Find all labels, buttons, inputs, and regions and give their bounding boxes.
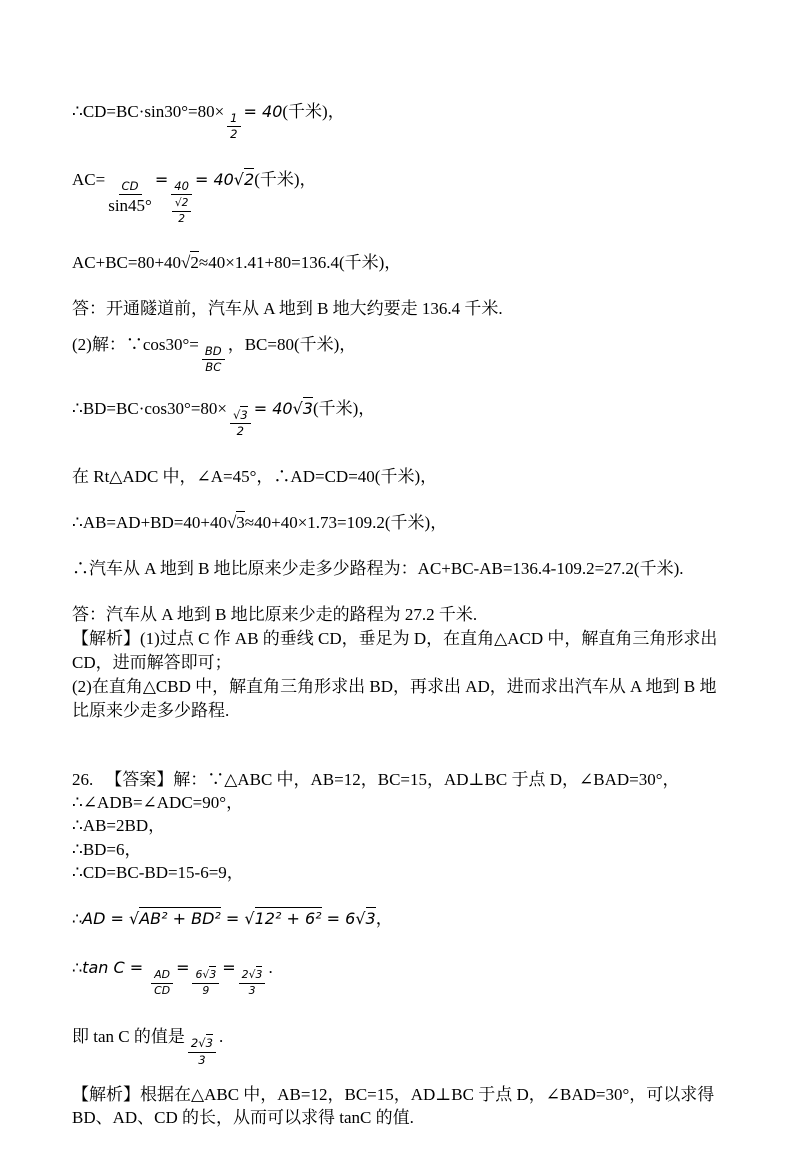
equation-text: = 40√ — [194, 169, 244, 189]
equation-text: ∴AB=AD+BD=40+40√ — [72, 512, 237, 532]
equation-text: ∴CD=BC·sin30°=80× — [72, 102, 225, 121]
line-compare — [72, 557, 721, 581]
problem-number: 26. — [72, 769, 94, 789]
punctuation: . — [268, 958, 273, 978]
math-fraction-nested — [171, 180, 192, 225]
solution-step — [72, 791, 721, 814]
equals-sign: = — [176, 958, 190, 978]
radicand: 3 — [255, 968, 263, 982]
fraction-denominator: 3 — [248, 983, 256, 997]
equation-text: ≈40×1.41+80=136.4(千米)， — [198, 252, 402, 272]
radical-sign: 6√ — [195, 968, 210, 982]
equals-sign: = — [222, 958, 236, 978]
fraction-numerator: AD — [151, 969, 173, 984]
math-fraction — [230, 409, 251, 439]
analysis-text: (2)在直角△CBD 中，解直角三角形求出 BD，再求出 AD，进而求出汽车从 A 地到 B 地比原来少走多少路程. — [72, 677, 717, 721]
equation-ad — [72, 907, 721, 930]
problem-26-head — [72, 768, 721, 791]
equation-text: ∴BD=BC·cos30°=80× — [72, 398, 227, 418]
step-text: ∴AB=2BD， — [72, 816, 166, 836]
fraction-denominator: 9 — [202, 983, 210, 997]
punctuation: ， — [375, 908, 393, 928]
analysis-paragraph-1 — [72, 627, 721, 675]
part2-line — [72, 333, 721, 375]
math-fraction — [202, 345, 225, 375]
solution-step — [72, 838, 721, 861]
equation-text: AC+BC=80+40√ — [72, 252, 191, 272]
answer-text: 答：开通隧道前，汽车从 A 地到 B 地大约要走 136.4 千米. — [72, 298, 503, 318]
math-fraction — [188, 1037, 216, 1067]
answer-text: 答：汽车从 A 地到 B 地比原来少走的路程为 27.2 千米. — [72, 604, 478, 624]
equation-tan — [72, 956, 721, 997]
statement-text: 即 tan C 的值是 — [72, 1027, 185, 1047]
equation-ac — [72, 168, 721, 225]
radical-sign: 2√ — [190, 1036, 206, 1051]
fraction-denominator: BC — [205, 360, 222, 375]
radicand: 3 — [209, 968, 217, 982]
line-tan-value — [72, 1025, 721, 1067]
analysis-label: 【解析】 — [72, 629, 140, 649]
step-text: ∴BD=6， — [72, 839, 142, 859]
analysis-text: 根据在△ABC 中，AB=12，BC=15，AD⊥BC 于点 D，∠BAD=30°，可以求得 BD、AD、CD 的长，从而可以求得 tanC 的值. — [72, 1084, 715, 1128]
fraction-numerator: 40 — [171, 180, 192, 195]
step-text: ∴∠ADB=∠ADC=90°， — [72, 793, 244, 812]
fraction-denominator: 2 — [236, 424, 245, 439]
equation-text: AC= — [72, 169, 106, 189]
fraction-denominator: sin45° — [108, 196, 152, 216]
math-fraction — [108, 180, 152, 216]
fraction-denominator: 2 — [178, 211, 185, 225]
fraction-numerator: 1 — [227, 112, 240, 127]
equals-sign: = — [154, 169, 169, 189]
radicand: 3 — [302, 398, 313, 418]
equation-text: = √ — [220, 908, 255, 928]
problem-25-solution — [72, 100, 721, 724]
radicand: 3 — [365, 908, 376, 928]
radicand: 2 — [181, 196, 189, 210]
radicand: AB² + BD² — [139, 908, 221, 928]
answer-line-1 — [72, 297, 721, 321]
statement-text: 在 Rt△ADC 中，∠A=45°，∴AD=CD=40(千米)， — [72, 466, 438, 486]
equation-text: = 6√ — [321, 908, 366, 928]
answer-line-2 — [72, 603, 721, 627]
solution-step — [72, 814, 721, 837]
line-rt-adc — [72, 465, 721, 489]
equation-sum — [72, 251, 721, 275]
unit-text: (千米)， — [254, 169, 317, 189]
equation-text: ，BC=80(千米)， — [227, 334, 357, 354]
equation-text: = 40 — [243, 102, 283, 121]
radicand: 3 — [236, 512, 245, 532]
math-fraction — [172, 197, 192, 224]
answer-label: 【答案】 — [105, 769, 174, 789]
fraction-numerator — [192, 969, 219, 984]
fraction-numerator — [188, 1037, 216, 1052]
unit-text: (千米)， — [282, 102, 345, 121]
unit-text: (千米)， — [312, 398, 376, 418]
fraction-numerator: BD — [202, 345, 225, 360]
equation-bd — [72, 397, 721, 439]
math-fraction — [239, 969, 266, 997]
analysis-text: (1)过点 C 作 AB 的垂线 CD，垂足为 D，在直角△ACD 中，解直角三角形求出 CD，进而解答即可； — [72, 629, 718, 673]
solution-text: 解：∵△ABC 中，AB=12，BC=15，AD⊥BC 于点 D，∠BAD=30°， — [173, 769, 680, 789]
equation-text: = 40√ — [253, 398, 303, 418]
analysis-paragraph-2 — [72, 675, 721, 723]
equation-text: ∴tan C = — [72, 958, 149, 978]
problem-26 — [72, 768, 721, 1130]
radicand: 2 — [190, 252, 199, 272]
analysis-label: 【解析】 — [72, 1084, 140, 1104]
radical-sign: √ — [233, 407, 241, 422]
fraction-denominator: 2 — [230, 127, 238, 142]
punctuation: . — [218, 1027, 224, 1047]
equation-ab — [72, 511, 721, 535]
step-text: ∴CD=BC-BD=15-6=9， — [72, 863, 244, 883]
math-fraction — [151, 969, 173, 997]
equation-text: (2)解：∵cos30°= — [72, 334, 199, 354]
radical-sign: 2√ — [241, 968, 256, 982]
fraction-numerator — [230, 409, 251, 424]
analysis-paragraph — [72, 1083, 721, 1130]
radical-sign: √ — [174, 196, 182, 210]
fraction-denominator: CD — [154, 983, 171, 997]
fraction-denominator — [172, 195, 192, 224]
radicand: 12² + 6² — [254, 908, 322, 928]
radicand: 3 — [240, 407, 248, 422]
math-fraction — [227, 112, 240, 142]
equation-text: ∴AD = √ — [72, 908, 140, 928]
fraction-numerator — [172, 197, 192, 211]
radicand: 2 — [244, 169, 255, 189]
math-fraction — [192, 969, 219, 997]
fraction-denominator: 3 — [198, 1052, 206, 1067]
statement-text: ∴汽车从 A 地到 B 地比原来少走多少路程为：AC+BC-AB=136.4-109.2=27.2(千米). — [72, 558, 684, 578]
fraction-numerator — [239, 969, 266, 984]
solution-step — [72, 861, 721, 884]
equation-cd — [72, 100, 721, 142]
radicand: 3 — [205, 1036, 213, 1051]
fraction-numerator: CD — [119, 180, 142, 195]
equation-text: ≈40+40×1.73=109.2(千米)， — [244, 512, 448, 532]
